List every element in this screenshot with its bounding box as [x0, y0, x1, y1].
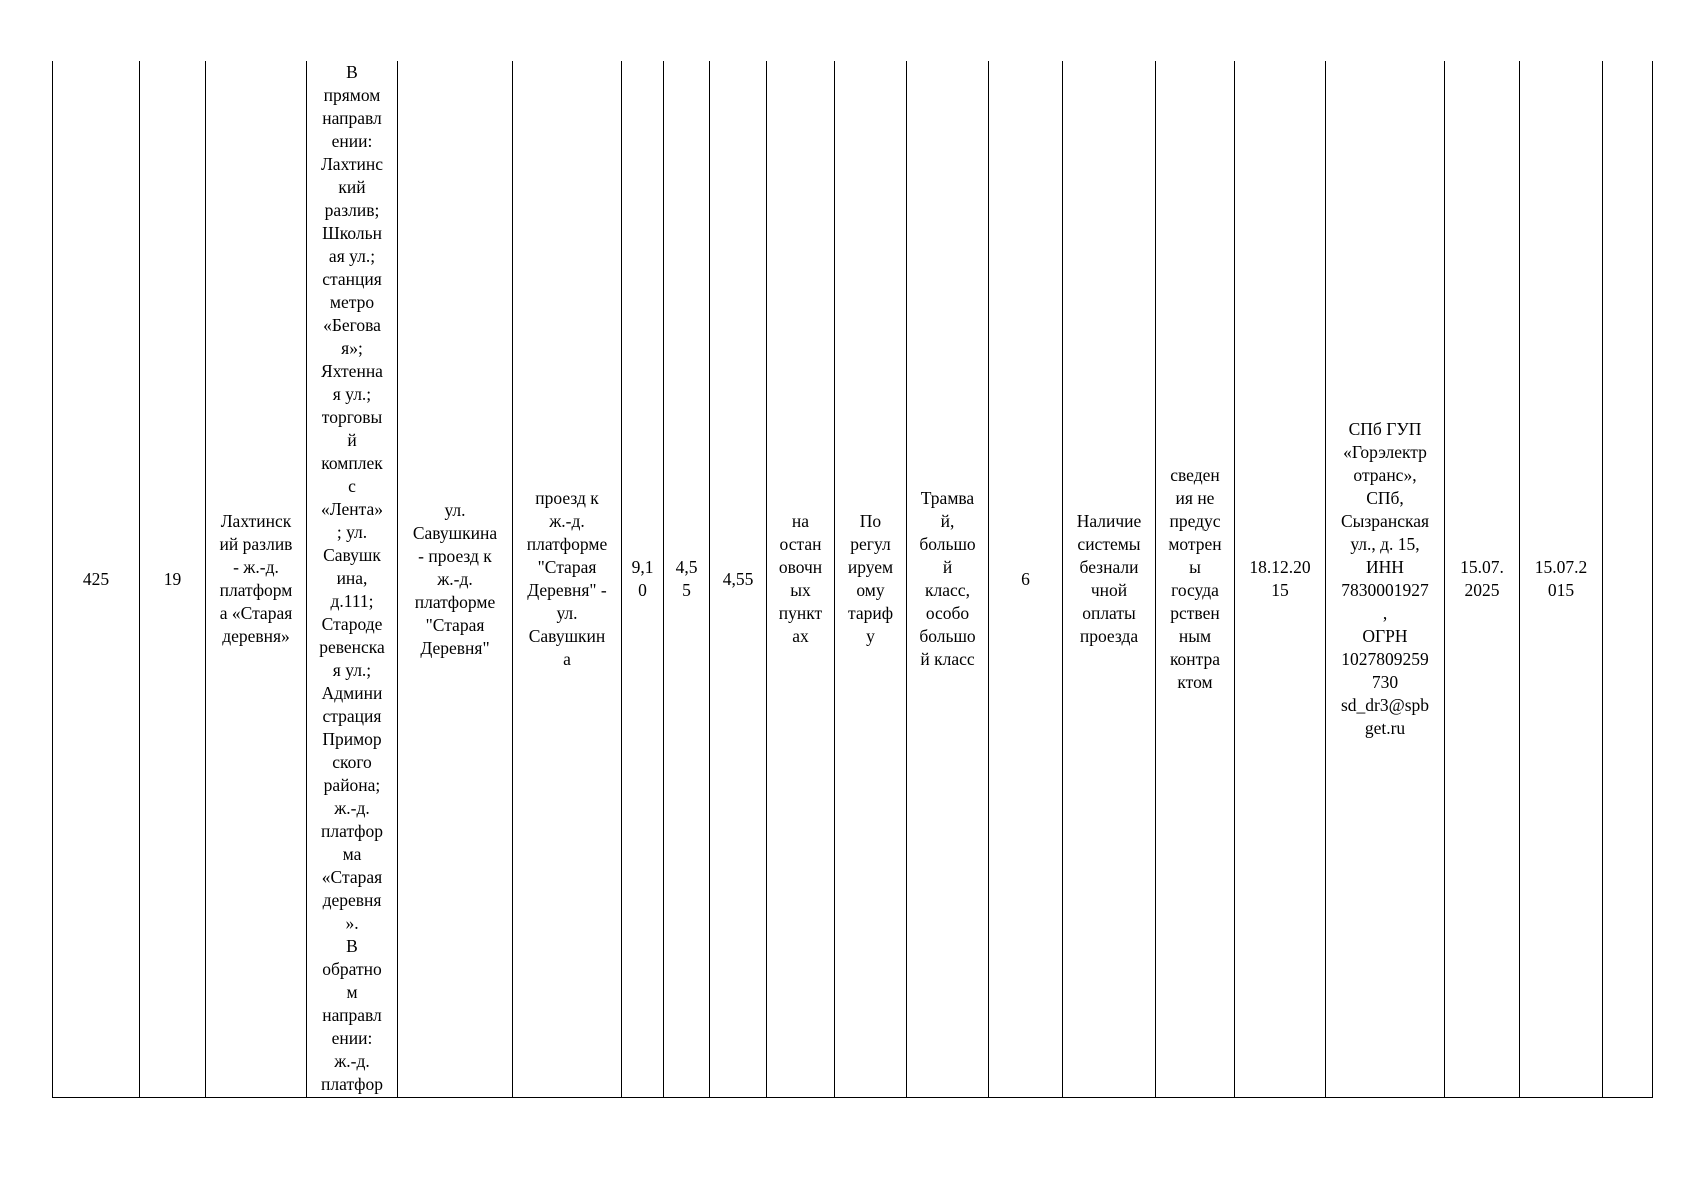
- date-cell-2: 15.07.2 015: [1520, 61, 1603, 1098]
- vehicle-type-cell: Трамва й, большо й класс, особо большо й класс: [907, 61, 989, 1098]
- route-registry-table: [52, 61, 1653, 1098]
- table-row: [53, 61, 1653, 1098]
- date-cell-1: 15.07. 2025: [1445, 61, 1520, 1098]
- length-forward-cell: 4,5 5: [664, 61, 710, 1098]
- start-date-cell: 18.12.20 15: [1235, 61, 1326, 1098]
- streets-forward-cell: ул. Савушкина - проезд к ж.-д. платформе "Старая Деревня": [398, 61, 513, 1098]
- registration-number-cell: 425: [53, 61, 140, 1098]
- carrier-cell: СПб ГУП «Горэлектр отранс», СПб, Сызранская ул., д. 15, ИНН 7830001927 , ОГРН 1027809259 730 sd_dr3@spb get.ru: [1326, 61, 1445, 1098]
- characteristics-cell: Наличие системы безнали чной оплаты проезда: [1063, 61, 1156, 1098]
- length-backward-cell: 4,55: [710, 61, 767, 1098]
- length-total-cell: 9,1 0: [622, 61, 664, 1098]
- stops-cell: В прямом направл ении: Лахтинс кий разлив; Школьн ая ул.; станция метро «Бегова я»; Яхтенна я ул.; торговы й комплек с «Лента» ; ул. Савушк ина, д.111; Староде ревенска я ул.; Админи страция Примор ского района; ж.-д. платфор ма «Старая деревня ». В обратно м направл ении: ж.-д. платфор: [307, 61, 398, 1098]
- route-number-cell: 19: [140, 61, 206, 1098]
- contract-cell: сведен ия не предус мотрен ы госуда рствен ным контра ктом: [1156, 61, 1235, 1098]
- boarding-order-cell: на остан овочн ых пункт ах: [767, 61, 835, 1098]
- empty-cell: [1603, 61, 1653, 1098]
- route-name-cell: Лахтинск ий разлив - ж.-д. платформ а «Старая деревня»: [206, 61, 307, 1098]
- vehicle-count-cell: 6: [989, 61, 1063, 1098]
- streets-backward-cell: проезд к ж.-д. платформе "Старая Деревня" - ул. Савушкин а: [513, 61, 622, 1098]
- tariff-cell: По регул ируем ому тариф у: [835, 61, 907, 1098]
